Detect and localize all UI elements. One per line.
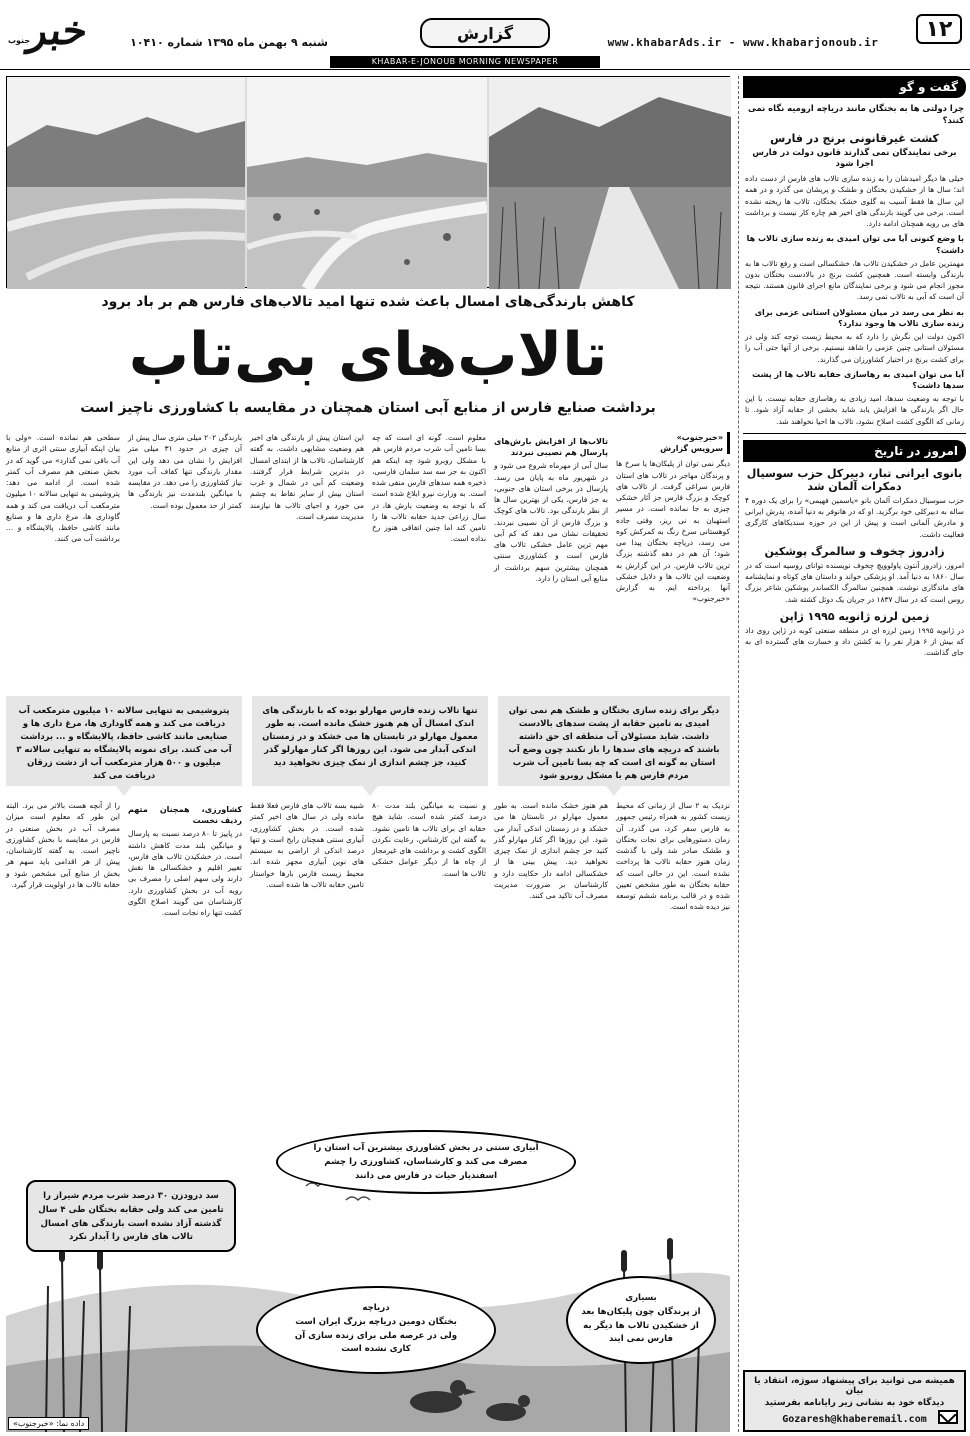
subheading: تالاب‌ها از افزایش بارش‌های پارسال هم نصیبی نبردند [494,437,608,458]
wetland-photo-salt-flat [247,77,487,289]
interview-text: خیلی ها دیگر امیدشان را به زنده سازی تالاب های فارس از دست داده اند؛ سال ها از خشکیدن بختگان و طشک و پریشان می گذرد و در همه این سال ها فقط آسیب به گلوی خشک بختگان، تالاب ها ریخته نشده است. برخی می گویند بارندگی های اخیر هم چاره کار نیست و برداشت های بی رویه همچنان ادامه دارد. [745,174,964,229]
column-text: این استان پیش از بارندگی های اخیر هم وضعیت مشابهی داشت. به گفته کارشناسان، تالاب ها از ابتدای امسال در بدترین شرایط قرار گرفتند. وضعیت کم آبی در شمال و غرب استان بیش از سایر نقاط به چشم می خورد و احیای تالاب ها نیازمند مدیریت مصرف است. [250,433,364,521]
callout-bubble: آبیاری سنتی در بخش کشاورزی بیشترین آب استان را مصرف می کند و کارشناسان، کشاورزی را چشم اسفندیار حیات در فارس می دانند [276,1130,576,1194]
article-column [6,800,120,890]
article-column [616,432,730,605]
column-text: سال آبی از مهرماه شروع می شود و در شهریور ماه به پایان می رسد. پارسال در برخی استان های جنوبی، به جز فارس، یکی از بهترین سال ها از نظر بارندگی بود. تالاب های کوچک و بزرگ فارس از آن نصیبی نبردند. تحقیقات نشان می دهد که کم آبی مهم ترین عامل خشکی تالاب های فارس است و کشاورزی سنتی همچنان بیشترین سهم برداشت از منابع آبی استان را دارد. [494,461,608,583]
interview-text: اکنون دولت این نگرش را دارد که به محیط زیست توجه کند ولی در مسئولان استانی چنین عزمی را شاهد نیستیم. برخی از آنها حتی آب را برای کشت برنج در اختیار کشاورزان می گذارند. [745,332,964,364]
contact-line: دیدگاه خود به نشانی زیر رایانامه بفرستید [764,1398,945,1408]
pull-quote: تنها تالاب زنده فارس مهارلو بوده که با بارندگی های اندک امسال آن هم هنوز خشک مانده است. به طور معمول مهارلو در تابستان ها می خشکد و در زمستان اندکی آبدار می شود. این روزها اگر کنار مهارلو گذر کنید، جز چشم اندازی از نمک چیزی نخواهید دید [252,696,488,786]
envelope-icon [938,1410,958,1424]
history-title: زادروز چخوف و سالمرگ پوشکین [764,544,945,558]
pull-quote: دیگر برای زنده سازی بختگان و طشک هم نمی توان امیدی به تامین حقابه از پشت سدهای بالادست داشت. شاید مسئولان آب منطقه ای حق داشته باشند که دریچه های سدها را باز نکنند چون وضع آب استان به گونه ای است که چه بسا تامین آب شرب مردم فارس هم با مشکل روبرو شود [498,696,730,786]
article-column [494,800,608,901]
byline-source: «خبرجنوب» [676,433,723,442]
article-subhead: برداشت صنایع فارس از منابع آبی استان همچنان در مقایسه با کشاورزی ناچیز است [80,400,656,416]
illustration-credit: داده نما: «خبرجنوب» [8,1417,89,1430]
article-column [494,432,608,584]
interview-box-header: گفت و گو [743,76,966,98]
callout-text: بختگان دومین دریاچه بزرگ ایران است ولی در عرصه ملی برای زنده سازی آن کاری نشده است [294,1316,458,1355]
callout-title: دریاچه [362,1303,390,1313]
sidebar [738,76,966,1432]
column-text: را از آنچه هست بالاتر می برد. البته این طور که معلوم است میزان مصرف آب در بخش صنعتی در فارس در مقایسه با بخش کشاورزی ناچیز است. به گفته کارشناسان، پیش از هر اقدامی باید سهم هر بخش از منابع آبی مشخص شود و حقابه تالاب ها در اولویت قرار گیرد. [6,801,120,889]
column-text: نزدیک به ۲ سال از زمانی که محیط زیست کشور به همراه رئیس جمهور به فارس سفر کرد، می گذرد. آن زمان دستورهایی برای نجات بختگان و طشک صادر شد ولی با گذشت زمان هنوز حقابه تالاب ها پرداخت نشده است. این در حالی است که حقابه بختگان به طور مشخص تعیین شده و در قالب برنامه ششم توسعه نیز دیده شده است. [616,801,730,912]
interview-text: مهمترین عامل در خشکیدن تالاب ها، خشکسالی است و رفع تالاب ها به بارندگی وابسته است. همچنین کشت برنج در بالادست بختگان بدون مجوز انجام می شود و برخی نمایندگان مانع اجرای قانون هستند. نتیجه آن است که آبی به تالاب نمی رسد. [745,258,964,302]
interview-title: کشت غیرقانونی برنج در فارس [770,131,939,145]
interview-subtitle: برخی نمایندگان نمی گذارند قانون دولت در فارس اجرا شود [752,146,957,169]
article-column [250,800,364,890]
history-text: امروز، زادروز آنتون پاولوویچ چخوف نویسنده توانای روسیه است که در سال ۱۸۶۰ به دنیا آمد. او پزشکی خواند و داستان های کوتاه و نمایشنامه های ماندگاری نوشت. همچنین سالمرگ الکساندر پوشکین شاعر بزرگ روس است که در سال ۱۸۳۷ در جریان یک دوئل کشته شد. [745,560,964,604]
byline-service: سرویس گزارش [660,444,723,454]
history-text: حزب سوسیال دمکرات آلمان بانو «یاسمین فهیمی» را برای یک دوره ۴ ساله به دبیرکلی خود برگزید. او که در هانوفر به دنیا آمده، پدرش ایرانی و مادرش آلمانی است و پیش از این در حوزه سندیکاهای کارگری فعالیت داشت. [745,495,964,539]
column-text: سطحی هم نمانده است. «ولی با بیان اینکه آبیاری سنتی اثری از منابع آب باقی نمی گذارد» می گوید که در بخش صنعتی هم مصرف آب کمتر شده است. از ادامه می دهد: پتروشیمی به تنهایی سالانه ۱۰ میلیون مترمکعب آب دریافت می کند و همه گاوداری ها، مرغ داری ها و صنایع مانند کاشی حافظ، پالایشگاه و ... برداشت آب می کنند. [6,433,120,544]
column-text: بارندگی ۲۰۲ میلی متری سال پیش از آن چیزی در حدود ۳۱ میلی متر افزایش را نشان می دهد ولی این مقدار بارندگی تنها کفاف آب مورد نیاز کشاورزی را می دهد. در مقایسه با میانگین بلندمدت نیز بارندگی ها کمتر از حد معمول بوده است. [128,433,243,510]
callout-bubble [566,1276,716,1364]
wetland-photo-dry-plain [7,77,245,289]
newspaper-logo [6,6,110,56]
photo-strip [6,76,730,288]
pull-quotes [6,696,730,788]
logo-word: خبر [25,7,91,54]
callout-box: سد درودزن ۳۰ درصد شرب مردم شیراز را تامین می کند ولی حقابه بختگان طی ۴ سال گذشته آزاد نشده است بارندگی های امسال تالاب های فارس را آبدار نکرد [26,1180,236,1252]
interview-question: به نظر می رسد در میان مسئولان استانی عزمی برای زنده سازی تالاب ها وجود ندارد؟ [754,307,964,328]
article-column [372,432,486,545]
section-label: گزارش [420,18,550,48]
column-text: معلوم است. گونه ای است که چه بسا تامین آب شرب مردم فارس هم با مشکل روبرو شود چه اینکه هم اکنون به جز سه سد سلمان فارسی، ذخیره همه سدهای فارس منفی شده است. به وزارت نیرو ابلاغ شده است که با توجه به وضعیت بارش ها، در سال زراعی جدید حقابه تالاب ها را تامین کند اما چنین اتفاقی هنوز رخ نداده است. [372,433,486,544]
column-text: و نسبت به میانگین بلند مدت ۸۰ درصد کمتر شده است. شاید هیچ حقابه ای برای تالاب ها تامین نشود. به گفته این کارشناس، رعایت نکردن الگوی کشت و برداشت های غیرمجاز از چاه ها از دیگر عوامل خشکی تالاب ها است. [372,801,486,878]
article-headline: تالاب‌های بی‌تاب [128,320,608,390]
column-text: دیگر نمی توان از پلیکان‌ها یا سرخ ها و پرندگان مهاجر در تالاب های استان فارس سراغی گرفت. از تالاب های کوچک و بزرگ فارس جز آثار خشکی چیزی به جا نمانده است. در مسیر استهبان به نی ریز، وقتی جاده کوهستانی سرخ رنگ به کمرکش کوه می رسد، دریاچه بختگان پیدا می شود؛ آن هم در دهه گذشته بزرگ ترین تالاب فارس. در این گزارش به وضعیت این تالاب ها و دلایل خشکی آنها پرداخته ایم. به گزارش «خبرجنوب» [616,459,730,604]
logo-subword: جنوب [8,36,31,45]
column-text: هم هنوز خشک مانده است. به طور معمول مهارلو در تابستان ها می خشکد و در زمستان اندکی آبدار می شود. این روزها اگر کنار مهارلو گذر کنید جز چشم اندازی از نمک چیزی نخواهید دید. پیش بینی ها از خشکسالی ادامه دار حکایت دارد و کارشناسان بر ضرورت مدیریت مصرف آب تاکید می کنند. [494,801,608,900]
interview-text: با توجه به وضعیت سدها، امید زیادی به رهاسازی حقابه نیست. با این حال اگر بارندگی ها افزایش یابد شاید بخشی از حقابه آزاد شود. تا زمانی که الگوی کشت اصلاح نشود، تالاب ها احیا نخواهند شد. [745,394,964,426]
article-column [128,432,242,511]
history-title: زمین لرزه ژانویه ۱۹۹۵ ژاپن [779,609,930,623]
history-box-header: امروز در تاریخ [743,440,966,462]
contact-line: همیشه می توانید برای پیشنهاد سوژه، انتقاد یا بیان [754,1376,955,1396]
history-text: در ژانویه ۱۹۹۵ زمین لرزه ای در منطقه صنعتی کوبه در ژاپن روی داد که بیش از ۶ هزار نفر را به کشتن داد و خسارت های گسترده ای به جای گذاشت. [745,625,964,658]
contact-box [743,1370,966,1432]
main-article [6,76,730,1432]
article-column [128,800,242,918]
callout-text: از پرندگان چون پلیکان‌ها بعد از خشکیدن تالاب ها دیگر به فارس نمی ایند [581,1306,701,1345]
byline [616,432,730,454]
column-text: شبیه بسه تالاب های فارس فعلا فقط مانده ولی در سال های اخیر کمتر شده است. در بخش کشاورزی، آبیاری سنتی همچنان رایج است و تنها درصد اندکی از اراضی به سیستم های نوین آبیاری مجهز شده اند. محیط زیست فارس بارها خواستار تامین حقابه تالاب ها شده است. [250,801,364,889]
callout-title: بسیاری [625,1293,657,1303]
history-title: بانوی ایرانی تبار، دبیرکل حزب سوسیال دمکرات آلمان شد [746,466,963,493]
site-urls[interactable]: www.khabarAds.ir - www.khabarjonoub.ir [607,36,879,49]
divider [743,433,966,434]
callout-bubble [256,1286,496,1374]
interview-question-headline: چرا دولتی ها به بختگان مانند دریاچه ارومیه نگاه نمی کنند؟ [747,103,964,125]
article-column [6,432,120,545]
contact-email-link[interactable]: Gozaresh@khaberemail.com [782,1414,927,1425]
today-in-history [743,440,966,659]
column-text: در پاییز تا ۸۰ درصد نسبت به پارسال و میانگین بلند مدت کاهش داشته است. در خشکیدن تالاب های فارس، تغییر اقلیم و خشکسالی ها نقش دارند ولی سهم اصلی را مصرف بی رویه آب در بخش کشاورزی دارد. کارشناسان می گویند اصلاح الگوی کشت تنها راه نجات است. [128,829,243,918]
page-number: ۱۲ [916,14,962,44]
masthead [0,0,970,70]
subheading: کشاورزی، همچنان متهم ردیف نخست [128,805,242,826]
article-kicker: کاهش بارندگی‌های امسال باعث شده تنها امید تالاب‌های فارس هم بر باد برود [101,294,635,310]
english-tagline: KHABAR-E-JONOUB MORNING NEWSPAPER [330,56,600,68]
dateline: شنبه ۹ بهمن ماه ۱۳۹۵ شماره ۱۰۴۱۰ [130,36,328,49]
pull-quote: پتروشیمی به تنهایی سالانه ۱۰ میلیون مترمکعب آب دریافت می کند و همه گاوداری ها، مرغ داری ها و صنایعی مانند کاشی حافظ، پالایشگاه و ... برداشت آب می کنند. برای نمونه پالایشگاه به تنهایی سالانه ۳ میلیون و ۵۰۰ هزار مترمکعب آب از دشت زرقان دریافت می کند [6,696,242,786]
article-column [616,800,730,913]
article-column [250,432,364,522]
wetland-photo-reed-path [489,77,731,289]
interview-question: آیا می توان امیدی به رهاسازی حقابه تالاب ها از پشت سدها داشت؟ [752,369,964,390]
wetland-illustration [6,1116,730,1432]
interview-question: با وضع کنونی آیا می توان امیدی به زنده سازی تالاب ها داشت؟ [746,234,964,255]
article-column [372,800,486,879]
